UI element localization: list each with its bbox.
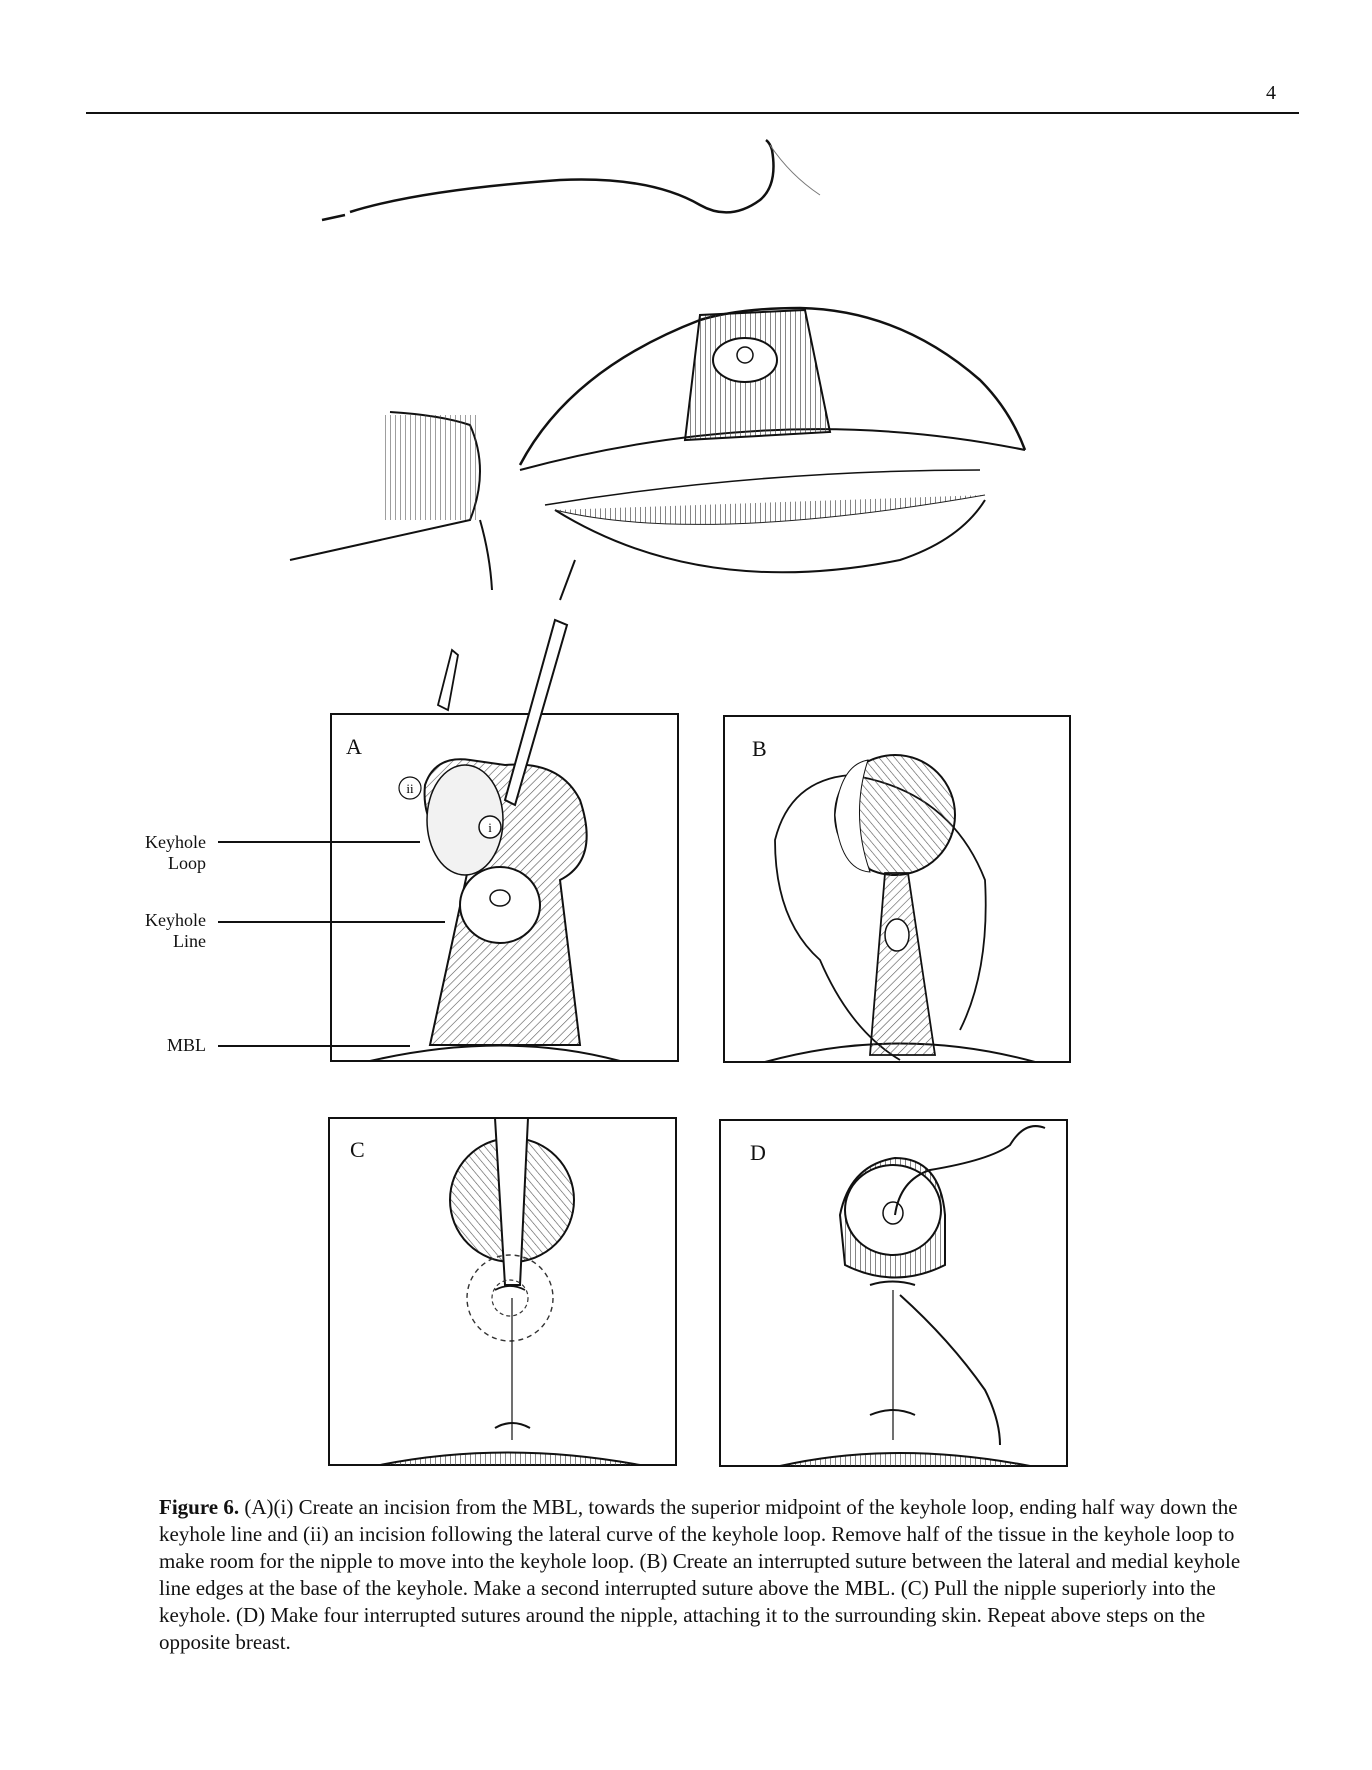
label-keyhole-line-line2: Line: [173, 931, 206, 951]
panel-c: [329, 1118, 676, 1465]
shoulder-outline: [290, 412, 492, 590]
panel-label-c: C: [350, 1137, 365, 1162]
panel-label-b: B: [752, 736, 767, 761]
breast-outline: [520, 308, 1025, 572]
figure-caption: [159, 1494, 1269, 1656]
panel-d: [720, 1120, 1067, 1466]
page-number: 4: [1266, 82, 1276, 104]
caption-text: (A)(i) Create an incision from the MBL, towards the superior midpoint of the keyhole loop, ending half way down the keyhole line and (ii) an incision following the lateral curve of the keyhole loop. Remove half of the tissue in the keyhole loop to make room for the nipple to move into the keyhole loop. (B) Create an interrupted suture between the lateral and medial keyhole line edges at the base of the keyhole. Make a second interrupted suture above the MBL. (C) Pull the nipple superiorly into the keyhole. (D) Make four interrupted sutures around the nipple, attaching it to the surrounding skin. Repeat above steps on the opposite breast.: [159, 1495, 1241, 1654]
label-keyhole-loop-line1: Keyhole: [145, 832, 206, 852]
marker-i: i: [488, 820, 492, 835]
label-keyhole-loop: [86, 832, 206, 874]
label-keyhole-line: [86, 910, 206, 952]
label-mbl: [86, 1035, 206, 1056]
top-body-illustration: [290, 140, 1025, 590]
caption-label: Figure 6.: [159, 1495, 240, 1519]
panel-label-a: A: [346, 734, 362, 759]
panel-b: [724, 716, 1070, 1062]
label-keyhole-loop-line2: Loop: [168, 853, 206, 873]
panel-label-d: D: [750, 1140, 766, 1165]
marker-ii: ii: [406, 781, 414, 796]
label-mbl-line1: MBL: [166, 1035, 206, 1055]
label-keyhole-line-line1: Keyhole: [145, 910, 206, 930]
panel-a: [331, 560, 678, 1061]
